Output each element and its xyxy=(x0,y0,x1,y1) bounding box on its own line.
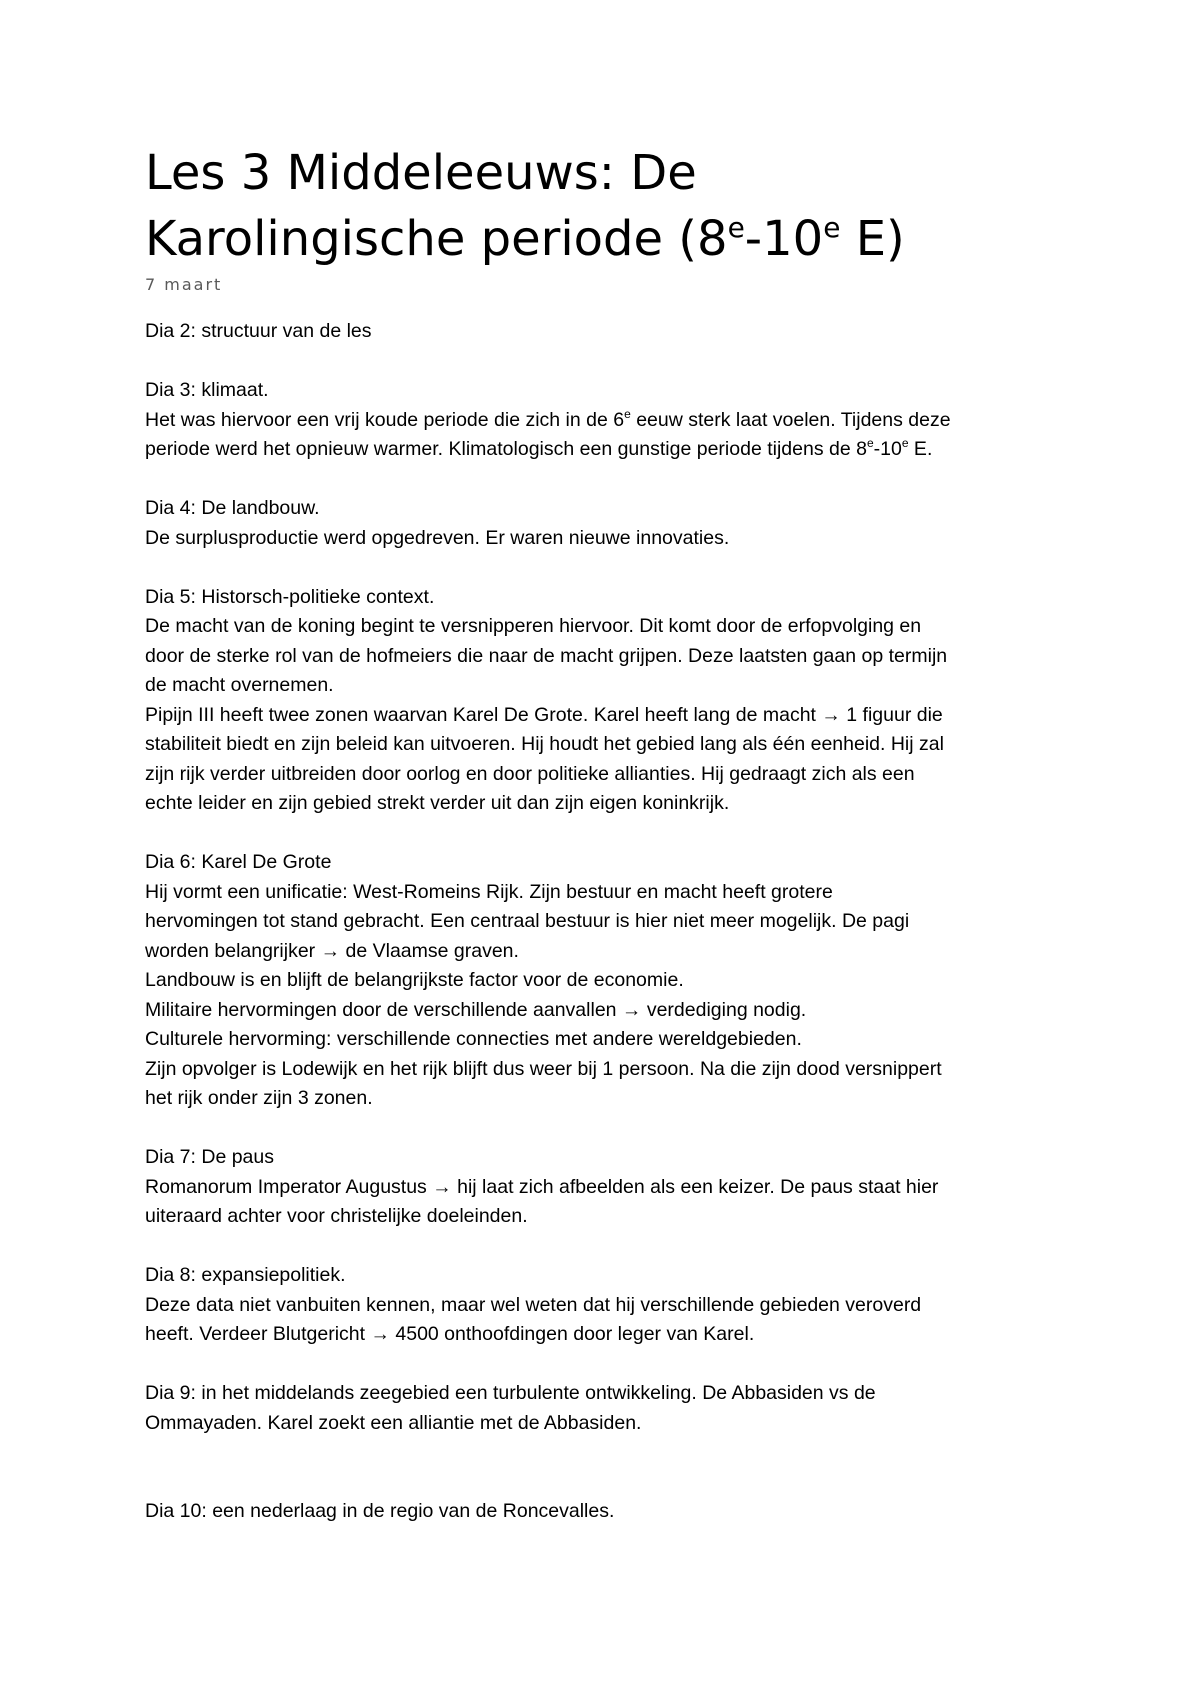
dia4-heading: Dia 4: De landbouw. xyxy=(145,497,320,519)
paragraph-gap xyxy=(145,465,1075,495)
dia7-line-2: uiteraard achter voor christelijke doeleinden. xyxy=(145,1205,528,1227)
document-body xyxy=(145,317,1075,1527)
paragraph-gap xyxy=(145,819,1075,849)
dia5-heading: Dia 5: Historsch-politieke context. xyxy=(145,585,435,608)
document-title xyxy=(145,140,1075,272)
section-dia2 xyxy=(145,317,1075,347)
paragraph-gap xyxy=(145,1438,1075,1497)
dia2-heading: Dia 2: structuur van de les xyxy=(145,320,372,342)
section-dia8 xyxy=(145,1261,1075,1350)
section-dia5 xyxy=(145,583,1075,819)
dia10-line-1: Dia 10: een nederlaag in de regio van de Roncevalles. xyxy=(145,1500,615,1522)
section-dia10 xyxy=(145,1497,1075,1527)
section-dia4 xyxy=(145,494,1075,553)
section-dia6 xyxy=(145,848,1075,1114)
dia8-heading: Dia 8: expansiepolitiek. xyxy=(145,1264,346,1286)
document-content xyxy=(145,140,1075,1527)
dia5-line-1: De macht van de koning begint te versnipperen hiervoor. Dit komt door de erfopvolging en xyxy=(145,615,922,637)
section-dia7 xyxy=(145,1143,1075,1232)
dia7-line-1: Romanorum Imperator Augustus → hij laat zich afbeelden als een keizer. De paus staat hier xyxy=(145,1175,939,1198)
dia5-line-6: zijn rijk verder uitbreiden door oorlog en door politieke allianties. Hij gedraagt zich als een xyxy=(145,762,915,785)
dia4-line-1: De surplusproductie werd opgedreven. Er waren nieuwe innovaties. xyxy=(145,526,730,549)
dia9-line-2: Ommayaden. Karel zoekt een alliantie met de Abbasiden. xyxy=(145,1411,642,1434)
dia3-heading: Dia 3: klimaat. xyxy=(145,379,269,401)
dia6-line-6: Culturele hervorming: verschillende connecties met andere wereldgebieden. xyxy=(145,1028,802,1050)
paragraph-gap xyxy=(145,1114,1075,1144)
paragraph-gap xyxy=(145,1232,1075,1262)
dia6-line-8: het rijk onder zijn 3 zonen. xyxy=(145,1087,373,1109)
dia6-line-4: Landbouw is en blijft de belangrijkste factor voor de economie. xyxy=(145,969,684,991)
dia8-line-2: heeft. Verdeer Blutgericht → 4500 onthoofdingen door leger van Karel. xyxy=(145,1323,755,1345)
document-date: 7 maart xyxy=(145,275,223,294)
dia6-line-3: worden belangrijker → de Vlaamse graven. xyxy=(145,939,519,962)
dia6-line-5: Militaire hervormingen door de verschillende aanvallen → verdediging nodig. xyxy=(145,998,807,1021)
dia6-line-7: Zijn opvolger is Lodewijk en het rijk blijft dus weer bij 1 persoon. Na die zijn dood versnippert xyxy=(145,1057,942,1080)
dia3-line-1: Het was hiervoor een vrij koude periode die zich in de 6e eeuw sterk laat voelen. Tijdens deze xyxy=(145,406,951,431)
dia8-line-1: Deze data niet vanbuiten kennen, maar wel weten dat hij verschillende gebieden veroverd xyxy=(145,1293,922,1316)
title-line-2: Karolingische periode (8e-10e E) xyxy=(145,211,905,267)
dia5-line-7: echte leider en zijn gebied strekt verder uit dan zijn eigen koninkrijk. xyxy=(145,792,730,814)
paragraph-gap xyxy=(145,553,1075,583)
title-line-1: Les 3 Middeleeuws: De xyxy=(145,145,697,201)
dia6-heading: Dia 6: Karel De Grote xyxy=(145,851,332,873)
dia5-line-4: Pipijn III heeft twee zonen waarvan Karel De Grote. Karel heeft lang de macht → 1 figuur die xyxy=(145,703,943,726)
dia3-line-2: periode werd het opnieuw warmer. Klimatologisch een gunstige periode tijdens de 8e-10e E. xyxy=(145,436,933,460)
section-dia9 xyxy=(145,1379,1075,1438)
dia5-line-5: stabiliteit biedt en zijn beleid kan uitvoeren. Hij houdt het gebied lang als één eenheid. Hij zal xyxy=(145,733,944,755)
dia6-line-2: hervomingen tot stand gebracht. Een centraal bestuur is hier niet meer mogelijk. De pagi xyxy=(145,910,910,932)
section-dia3 xyxy=(145,376,1075,465)
dia5-line-2: door de sterke rol van de hofmeiers die naar de macht grijpen. Deze laatsten gaan op termijn xyxy=(145,644,948,667)
dia7-heading: Dia 7: De paus xyxy=(145,1146,274,1168)
paragraph-gap xyxy=(145,1350,1075,1380)
paragraph-gap xyxy=(145,347,1075,377)
dia5-line-3: de macht overnemen. xyxy=(145,674,334,696)
dia9-line-1: Dia 9: in het middelands zeegebied een turbulente ontwikkeling. De Abbasiden vs de xyxy=(145,1382,876,1404)
dia6-line-1: Hij vormt een unificatie: West-Romeins Rijk. Zijn bestuur en macht heeft grotere xyxy=(145,880,833,903)
